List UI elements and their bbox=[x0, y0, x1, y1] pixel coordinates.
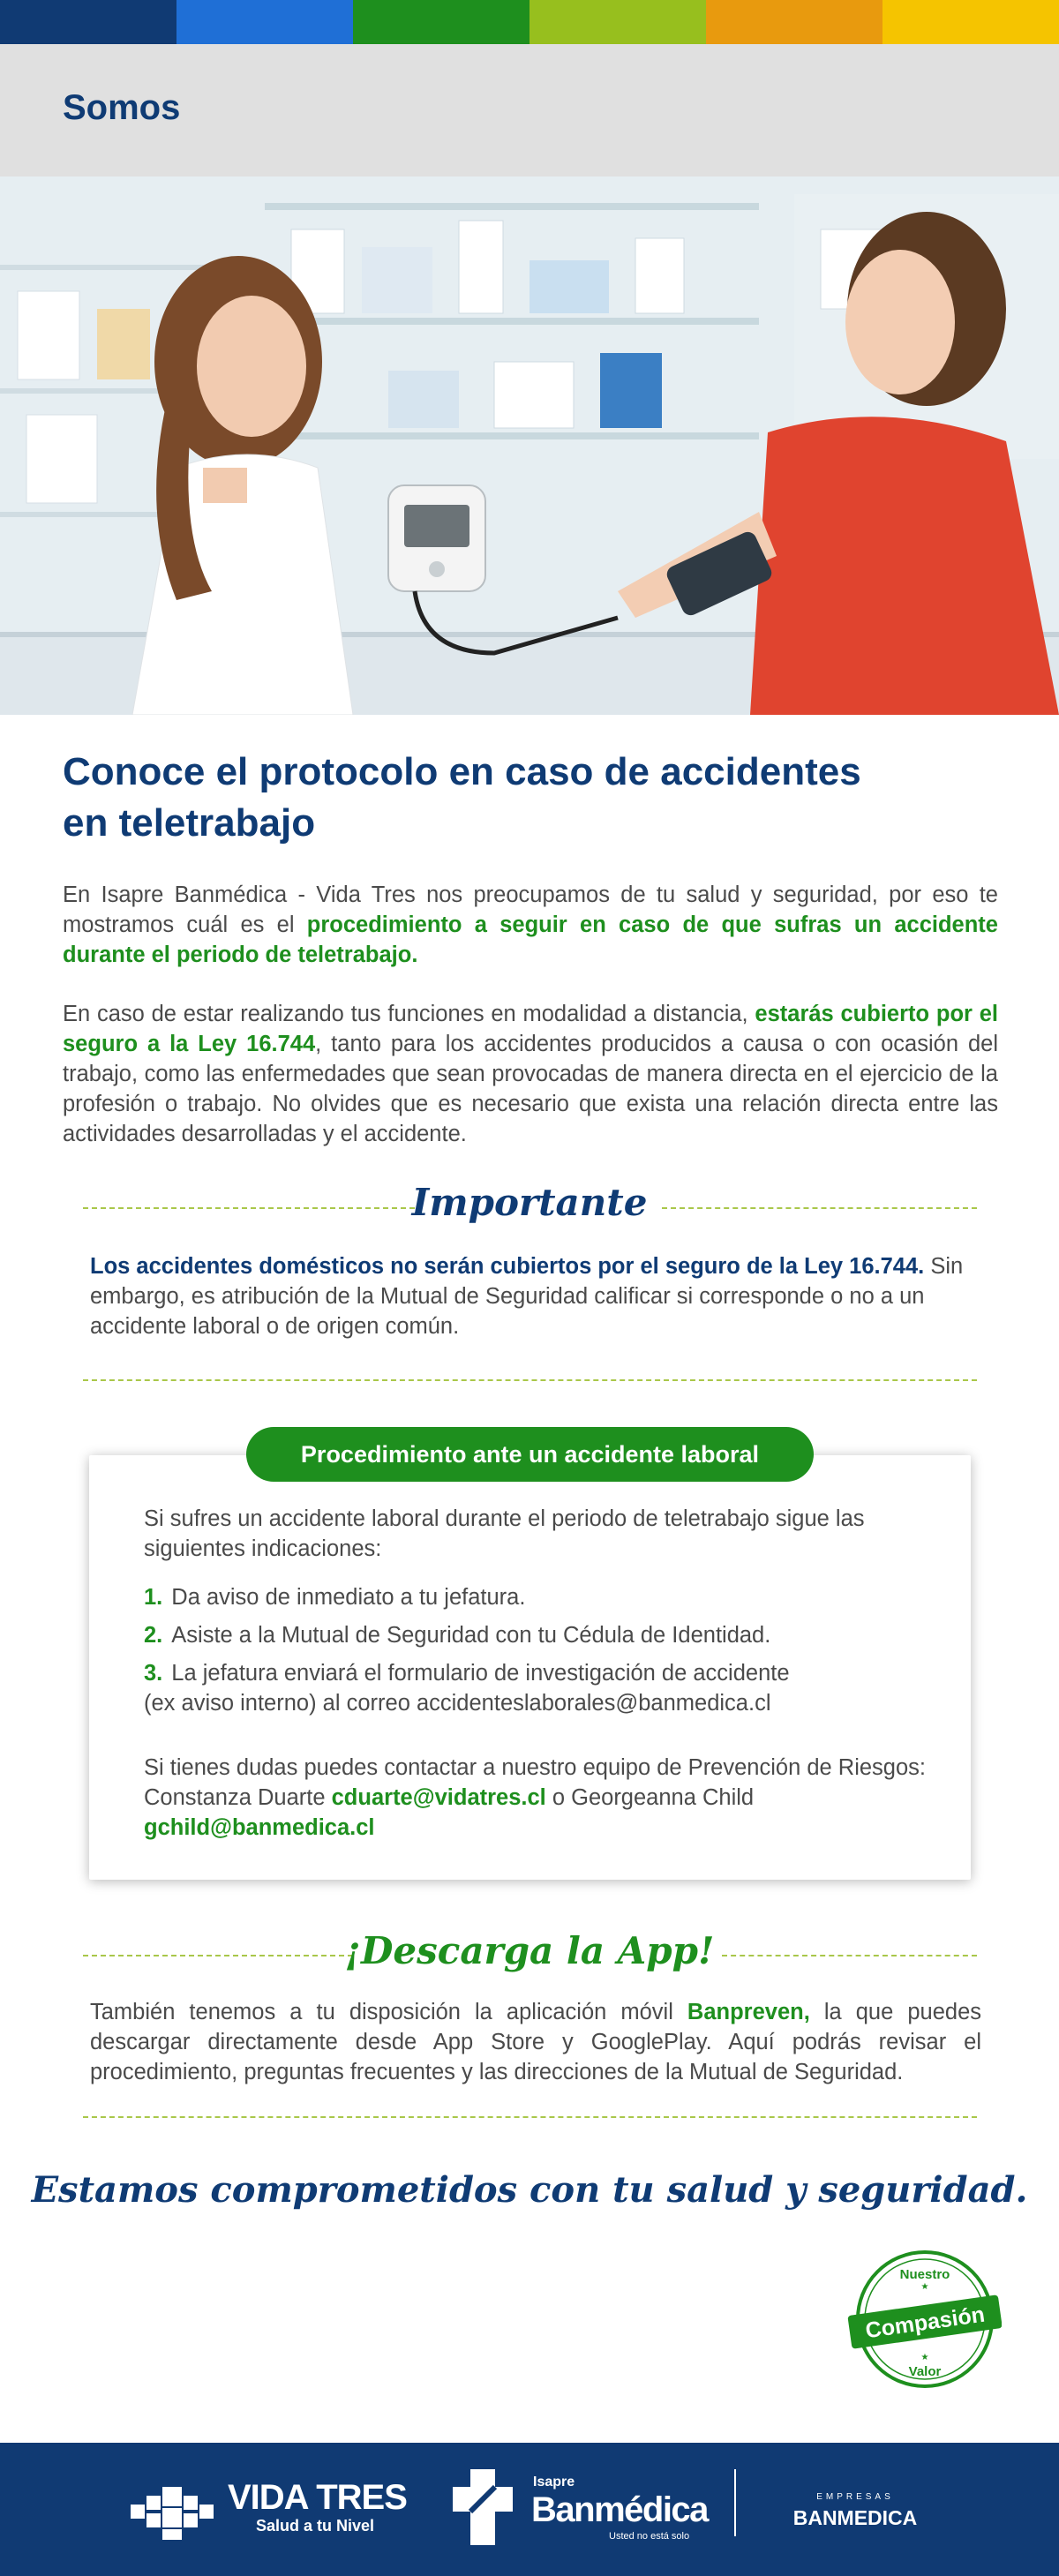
commitment-tagline: Estamos comprometidos con tu salud y seguridad. bbox=[31, 2169, 1028, 2211]
importante-rest: Sin embargo, es atribución de la Mutual de Seguridad calificar si corresponde o no a un accidente laboral o de origen común. bbox=[90, 1254, 964, 1339]
stripe-green bbox=[353, 0, 530, 44]
hero-image bbox=[0, 176, 1059, 715]
contact-paragraph bbox=[144, 1753, 938, 1843]
app-divider-bottom bbox=[83, 2116, 977, 2118]
seal-main-text: Compasión bbox=[863, 2302, 987, 2344]
article-title-line2: en teletrabajo bbox=[63, 801, 316, 845]
procedure-intro: Si sufres un accidente laboral durante el periodo de teletrabajo sigue las siguientes indicaciones: bbox=[144, 1506, 865, 1561]
stripe-orange bbox=[706, 0, 882, 44]
procedure-pill: Procedimiento ante un accidente laboral bbox=[246, 1427, 814, 1482]
vidatres-logo-icon bbox=[131, 2487, 217, 2540]
compasion-seal bbox=[847, 2249, 1002, 2390]
stripe-lime bbox=[530, 0, 706, 44]
intro-text: En Isapre Banmédica - Vida Tres nos preocupamos de tu salud y seguridad, por eso te mostramos cuál es el bbox=[63, 882, 998, 937]
step-text-continued: (ex aviso interno) al correo accidenteslaborales@banmedica.cl bbox=[144, 1691, 771, 1716]
stripe-navy bbox=[0, 0, 176, 44]
banmedica-tagline: Usted no está solo bbox=[609, 2531, 690, 2542]
step-item bbox=[144, 1582, 938, 1612]
step-number: 1. bbox=[144, 1585, 163, 1610]
stripe-blue bbox=[176, 0, 353, 44]
step-number: 2. bbox=[144, 1623, 163, 1648]
coverage-text-b: , tanto para los accidentes producidos a causa o con ocasión del trabajo, como las enfermedades que sean provocadas de manera directa en el ejercicio de la profesión o trabajo. No olvides que es necesario que exista una relación directa entre las actividades desarrolladas y el accidente. bbox=[63, 1032, 998, 1146]
intro-paragraph bbox=[63, 880, 998, 970]
app-paragraph bbox=[90, 1997, 981, 2087]
color-stripes bbox=[0, 0, 1059, 44]
intro-highlight: procedimiento a seguir en caso de que sufras un accidente durante el periodo de teletrabajo. bbox=[63, 912, 998, 967]
vidatres-name: VIDA TRES bbox=[228, 2478, 407, 2517]
article-title bbox=[63, 747, 998, 849]
footer-divider bbox=[734, 2469, 736, 2536]
seal-bottom-text: Valor bbox=[908, 2364, 942, 2379]
footer bbox=[0, 2443, 1059, 2576]
empresas-label: EMPRESAS bbox=[816, 2492, 894, 2502]
email-link-duarte[interactable]: cduarte@vidatres.cl bbox=[331, 1785, 546, 1810]
contact-text-b: o Georgeanna Child bbox=[545, 1785, 755, 1810]
step-item bbox=[144, 1620, 938, 1650]
app-heading: ¡Descarga la App! bbox=[344, 1929, 715, 1972]
page-title: Somos bbox=[63, 88, 181, 127]
step-number: 3. bbox=[144, 1661, 163, 1686]
article-title-line1: Conoce el protocolo en caso de accidentes bbox=[63, 750, 861, 793]
empresas-name: BANMEDICA bbox=[792, 2506, 918, 2529]
header-bar bbox=[0, 44, 1059, 176]
app-text-b: la que puedes descargar directamente desde App Store y GooglePlay. Aquí podrás revisar el procedimiento, preguntas frecuentes y las direcciones de la Mutual de Seguridad. bbox=[90, 2000, 981, 2084]
step-text: Asiste a la Mutual de Seguridad con tu Cédula de Identidad. bbox=[171, 1623, 771, 1648]
step-text: Da aviso de inmediato a tu jefatura. bbox=[171, 1585, 526, 1610]
svg-text:★: ★ bbox=[920, 2282, 929, 2292]
vidatres-tagline: Salud a tu Nivel bbox=[256, 2517, 375, 2535]
importante-divider-bottom bbox=[83, 1379, 977, 1381]
step-item bbox=[144, 1658, 938, 1718]
banmedica-logo-icon bbox=[444, 2469, 522, 2545]
coverage-text-a: En caso de estar realizando tus funciones en modalidad a distancia, bbox=[63, 1002, 755, 1026]
stripe-yellow bbox=[882, 0, 1059, 44]
contact-text-a: Si tienes dudas puedes contactar a nuestro equipo de Prevención de Riesgos: Constanza Duarte bbox=[144, 1755, 927, 1810]
step-text: La jefatura enviará el formulario de investigación de accidente bbox=[171, 1661, 790, 1686]
banmedica-isapre: Isapre bbox=[533, 2475, 575, 2490]
app-name: Banpreven, bbox=[687, 2000, 810, 2024]
importante-bold: Los accidentes domésticos no serán cubiertos por el seguro de la Ley 16.744. bbox=[90, 1254, 925, 1279]
importante-heading: Importante bbox=[411, 1181, 648, 1224]
coverage-paragraph bbox=[63, 999, 998, 1149]
banmedica-name: Banmédica bbox=[531, 2490, 708, 2529]
email-link-child[interactable]: gchild@banmedica.cl bbox=[144, 1815, 375, 1840]
app-text-a: También tenemos a tu disposición la aplicación móvil bbox=[90, 2000, 687, 2024]
pharmacy-illustration bbox=[0, 176, 1059, 715]
svg-text:★: ★ bbox=[920, 2353, 929, 2362]
procedure-steps bbox=[144, 1582, 938, 1726]
seal-top-text: Nuestro bbox=[899, 2267, 950, 2282]
coverage-highlight: estarás cubierto por el seguro a la Ley 16.744 bbox=[63, 1002, 998, 1056]
importante-text bbox=[90, 1251, 973, 1341]
